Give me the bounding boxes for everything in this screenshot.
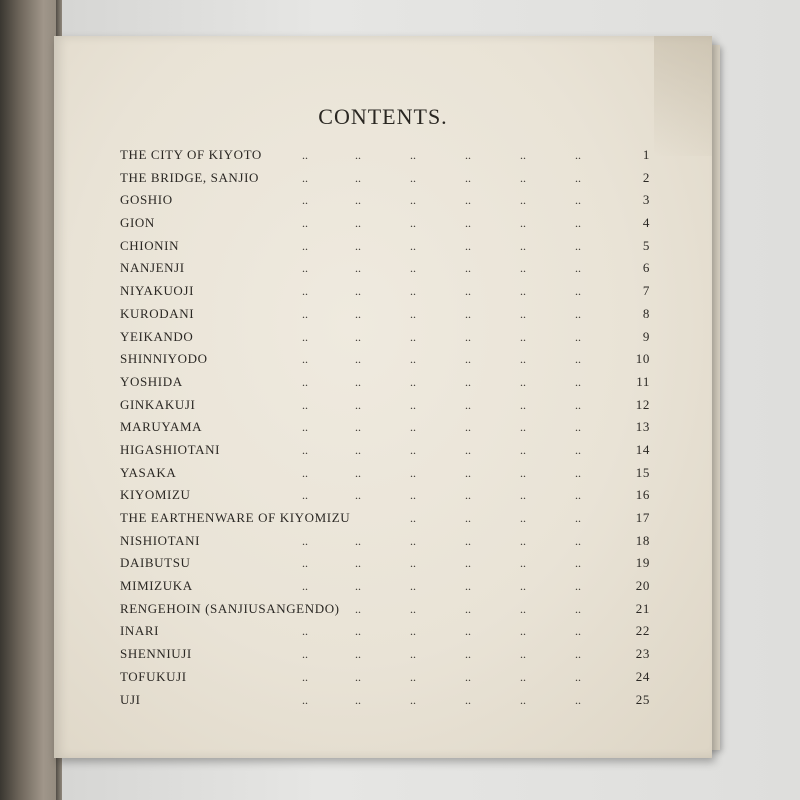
leader-dots: .. — [302, 352, 308, 367]
toc-entry-title: TOFUKUJI — [120, 668, 187, 684]
leader-dots: .. — [520, 420, 526, 435]
leader-dots: .. — [302, 216, 308, 231]
leader-dots: .. — [302, 261, 308, 276]
leader-dots: .. — [465, 374, 471, 389]
leader-dots: .. — [465, 216, 471, 231]
leader-dots: .. — [520, 306, 526, 321]
leader-dots: .. — [410, 238, 416, 253]
leader-dots: .. — [410, 306, 416, 321]
leader-dots: .. — [520, 374, 526, 389]
leader-dots: .. — [302, 533, 308, 548]
leader-dots: .. — [575, 148, 581, 162]
leader-dots: .. — [465, 579, 471, 594]
leader-dots: .. — [575, 647, 581, 662]
leader-dots: .. — [520, 261, 526, 276]
leader-dots: .. — [520, 511, 526, 525]
leader-dots: .. — [302, 692, 308, 707]
leader-dots: .. — [575, 238, 581, 253]
toc-entry-title: NIYAKUOJI — [120, 283, 195, 299]
toc-entry-title: KIYOMIZU — [120, 487, 191, 503]
leader-dots: .. — [355, 692, 361, 707]
leader-dots: .. — [302, 442, 308, 457]
toc-entry — [120, 167, 650, 190]
leader-dots: .. — [302, 397, 308, 412]
leader-dots: .. — [410, 148, 416, 162]
leader-dots: .. — [410, 669, 416, 684]
leader-dots: .. — [575, 374, 581, 389]
leader-dots: .. — [575, 397, 581, 412]
leader-dots: .. — [302, 669, 308, 684]
dot-leader — [120, 257, 614, 280]
leader-dots: .. — [520, 216, 526, 231]
toc-entry-title: DAIBUTSU — [120, 555, 191, 571]
leader-dots: .. — [465, 601, 471, 616]
leader-dots: .. — [302, 420, 308, 435]
leader-dots: .. — [520, 329, 526, 344]
toc-entry — [120, 235, 650, 258]
leader-dots: .. — [355, 465, 361, 480]
leader-dots: .. — [410, 261, 416, 276]
toc-entry-page: 6 — [642, 260, 650, 276]
leader-dots: .. — [410, 465, 416, 480]
dot-leader — [120, 484, 614, 507]
toc-entry-title: GION — [120, 215, 155, 231]
toc-entry-page: 9 — [642, 328, 650, 344]
toc-entry-title: NANJENJI — [120, 260, 185, 276]
leader-dots: .. — [410, 397, 416, 412]
toc-entry — [120, 689, 650, 712]
leader-dots: .. — [520, 238, 526, 253]
leader-dots: .. — [410, 420, 416, 435]
leader-dots: .. — [355, 352, 361, 367]
toc-entry-title: THE EARTHENWARE OF KIYOMIZU — [120, 510, 351, 525]
leader-dots: .. — [302, 306, 308, 321]
toc-entry-title: MIMIZUKA — [120, 578, 193, 594]
leader-dots: .. — [465, 170, 471, 185]
leader-dots: .. — [575, 442, 581, 457]
dot-leader — [120, 689, 614, 712]
leader-dots: .. — [575, 488, 581, 503]
dot-leader — [120, 620, 614, 643]
toc-entry-page: 19 — [635, 555, 650, 571]
dot-leader — [120, 666, 614, 689]
leader-dots: .. — [520, 193, 526, 208]
leader-dots: .. — [465, 193, 471, 208]
leader-dots: .. — [302, 329, 308, 344]
toc-entry-page: 5 — [642, 237, 650, 253]
leader-dots: .. — [355, 601, 361, 616]
leader-dots: .. — [520, 397, 526, 412]
leader-dots: .. — [355, 556, 361, 571]
book-cover — [0, 0, 62, 800]
page-tear-stain — [654, 36, 712, 156]
leader-dots: .. — [355, 170, 361, 185]
leader-dots: .. — [520, 669, 526, 684]
leader-dots: .. — [520, 692, 526, 707]
leader-dots: .. — [355, 533, 361, 548]
toc-entry — [120, 643, 650, 666]
leader-dots: .. — [410, 374, 416, 389]
toc-entry — [120, 212, 650, 235]
toc-entry-page: 4 — [642, 215, 650, 231]
contents-page — [54, 36, 712, 758]
toc-entry-title: MARUYAMA — [120, 419, 203, 435]
leader-dots: .. — [520, 170, 526, 185]
leader-dots: .. — [355, 624, 361, 639]
leader-dots: .. — [302, 284, 308, 299]
dot-leader — [120, 371, 614, 394]
leader-dots: .. — [355, 148, 361, 162]
toc-entry — [120, 666, 650, 689]
toc-entry-page: 21 — [635, 600, 650, 616]
leader-dots: .. — [575, 533, 581, 548]
leader-dots: .. — [465, 556, 471, 571]
toc-entry-title: GOSHIO — [120, 192, 173, 208]
toc-entry-page: 18 — [635, 532, 650, 548]
leader-dots: .. — [410, 556, 416, 571]
toc-entry — [120, 552, 650, 575]
toc-entry-page: 16 — [635, 487, 650, 503]
table-of-contents — [120, 144, 650, 711]
leader-dots: .. — [465, 465, 471, 480]
toc-entry — [120, 462, 650, 485]
toc-entry-page: 8 — [642, 305, 650, 321]
leader-dots: .. — [355, 284, 361, 299]
leader-dots: .. — [410, 170, 416, 185]
leader-dots: .. — [520, 556, 526, 571]
leader-dots: .. — [355, 306, 361, 321]
leader-dots: .. — [302, 624, 308, 639]
leader-dots: .. — [302, 238, 308, 253]
leader-dots: .. — [465, 238, 471, 253]
leader-dots: .. — [520, 148, 526, 162]
toc-entry — [120, 394, 650, 417]
toc-entry-page: 25 — [635, 691, 650, 707]
toc-entry-page: 15 — [635, 464, 650, 480]
toc-entry — [120, 530, 650, 553]
toc-entry-title: SHENNIUJI — [120, 646, 192, 662]
leader-dots: .. — [520, 533, 526, 548]
leader-dots: .. — [465, 261, 471, 276]
leader-dots: .. — [575, 556, 581, 571]
toc-entry — [120, 348, 650, 371]
toc-entry-title: YEIKANDO — [120, 328, 194, 344]
leader-dots: .. — [465, 488, 471, 503]
toc-entry-page: 24 — [635, 668, 650, 684]
leader-dots: .. — [410, 284, 416, 299]
leader-dots: .. — [410, 692, 416, 707]
leader-dots: .. — [355, 579, 361, 594]
page-title: CONTENTS. — [318, 104, 448, 129]
toc-entry-title: YOSHIDA — [120, 373, 183, 389]
toc-entry-page: 20 — [635, 578, 650, 594]
leader-dots: .. — [465, 442, 471, 457]
leader-dots: .. — [520, 488, 526, 503]
toc-entry-page: 1 — [642, 147, 650, 162]
toc-entry — [120, 144, 650, 167]
leader-dots: .. — [520, 624, 526, 639]
leader-dots: .. — [410, 488, 416, 503]
leader-dots: .. — [575, 420, 581, 435]
leader-dots: .. — [410, 352, 416, 367]
leader-dots: .. — [355, 647, 361, 662]
leader-dots: .. — [410, 579, 416, 594]
toc-entry — [120, 439, 650, 462]
leader-dots: .. — [465, 624, 471, 639]
toc-entry-title: YASAKA — [120, 464, 177, 480]
leader-dots: .. — [410, 511, 416, 525]
toc-entry-title: INARI — [120, 623, 160, 639]
leader-dots: .. — [575, 193, 581, 208]
leader-dots: .. — [465, 669, 471, 684]
leader-dots: .. — [410, 442, 416, 457]
dot-leader — [120, 575, 614, 598]
leader-dots: .. — [410, 647, 416, 662]
toc-entry — [120, 371, 650, 394]
leader-dots: .. — [465, 306, 471, 321]
leader-dots: .. — [355, 238, 361, 253]
toc-entry-title: CHIONIN — [120, 237, 180, 253]
leader-dots: .. — [465, 284, 471, 299]
leader-dots: .. — [575, 284, 581, 299]
toc-entry — [120, 189, 650, 212]
leader-dots: .. — [520, 579, 526, 594]
toc-entry-page: 22 — [635, 623, 650, 639]
leader-dots: .. — [520, 352, 526, 367]
leader-dots: .. — [355, 669, 361, 684]
dot-leader — [120, 280, 614, 303]
toc-entry — [120, 507, 650, 530]
dot-leader — [120, 189, 614, 212]
leader-dots: .. — [302, 488, 308, 503]
leader-dots: .. — [410, 193, 416, 208]
leader-dots: .. — [575, 511, 581, 525]
leader-dots: .. — [355, 216, 361, 231]
leader-dots: .. — [410, 329, 416, 344]
leader-dots: .. — [465, 420, 471, 435]
leader-dots: .. — [575, 306, 581, 321]
leader-dots: .. — [465, 397, 471, 412]
toc-entry-page: 2 — [642, 169, 650, 185]
toc-entry-page: 11 — [636, 373, 650, 389]
toc-entry-title: RENGEHOIN (SANJIUSANGENDO) — [120, 600, 340, 616]
toc-entry-page: 3 — [642, 192, 650, 208]
leader-dots: .. — [410, 533, 416, 548]
toc-entry — [120, 598, 650, 621]
toc-entry — [120, 416, 650, 439]
leader-dots: .. — [355, 420, 361, 435]
toc-entry-title: SHINNIYODO — [120, 351, 208, 367]
toc-entry-title: GINKAKUJI — [120, 396, 196, 412]
leader-dots: .. — [575, 261, 581, 276]
leader-dots: .. — [520, 442, 526, 457]
leader-dots: .. — [575, 624, 581, 639]
toc-entry-page: 10 — [635, 351, 650, 367]
leader-dots: .. — [355, 193, 361, 208]
leader-dots: .. — [575, 601, 581, 616]
leader-dots: .. — [302, 170, 308, 185]
dot-leader — [120, 552, 614, 575]
toc-entry-page: 13 — [635, 419, 650, 435]
toc-entry-title: THE BRIDGE, SANJIO — [120, 169, 259, 185]
leader-dots: .. — [465, 533, 471, 548]
leader-dots: .. — [302, 374, 308, 389]
leader-dots: .. — [302, 556, 308, 571]
leader-dots: .. — [575, 329, 581, 344]
leader-dots: .. — [302, 193, 308, 208]
toc-entry-page: 7 — [642, 283, 650, 299]
leader-dots: .. — [302, 579, 308, 594]
leader-dots: .. — [575, 352, 581, 367]
leader-dots: .. — [355, 397, 361, 412]
leader-dots: .. — [302, 647, 308, 662]
leader-dots: .. — [465, 148, 471, 162]
leader-dots: .. — [575, 669, 581, 684]
toc-entry — [120, 303, 650, 326]
leader-dots: .. — [520, 284, 526, 299]
leader-dots: .. — [575, 579, 581, 594]
toc-entry — [120, 257, 650, 280]
leader-dots: .. — [355, 329, 361, 344]
leader-dots: .. — [410, 216, 416, 231]
toc-entry-title: NISHIOTANI — [120, 532, 201, 548]
leader-dots: .. — [355, 442, 361, 457]
leader-dots: .. — [520, 647, 526, 662]
toc-entry-title: UJI — [120, 691, 141, 707]
leader-dots: .. — [302, 148, 308, 162]
leader-dots: .. — [465, 647, 471, 662]
leader-dots: .. — [465, 692, 471, 707]
toc-entry — [120, 280, 650, 303]
leader-dots: .. — [465, 329, 471, 344]
toc-entry — [120, 326, 650, 349]
leader-dots: .. — [520, 601, 526, 616]
leader-dots: .. — [465, 511, 471, 525]
dot-leader — [120, 462, 614, 485]
leader-dots: .. — [520, 465, 526, 480]
toc-entry-page: 23 — [635, 646, 650, 662]
leader-dots: .. — [355, 261, 361, 276]
leader-dots: .. — [575, 216, 581, 231]
leader-dots: .. — [355, 374, 361, 389]
toc-entry — [120, 575, 650, 598]
toc-entry-title: KURODANI — [120, 305, 195, 321]
leader-dots: .. — [410, 601, 416, 616]
leader-dots: .. — [465, 352, 471, 367]
toc-entry-page: 17 — [635, 510, 650, 525]
toc-entry — [120, 484, 650, 507]
leader-dots: .. — [302, 465, 308, 480]
dot-leader — [120, 235, 614, 258]
dot-leader — [120, 326, 614, 349]
toc-entry-title: THE CITY OF KIYOTO — [120, 147, 262, 162]
leader-dots: .. — [575, 692, 581, 707]
leader-dots: .. — [575, 170, 581, 185]
toc-entry-title: HIGASHIOTANI — [120, 441, 221, 457]
toc-entry-page: 12 — [635, 396, 650, 412]
leader-dots: .. — [355, 488, 361, 503]
toc-entry-page: 14 — [635, 441, 650, 457]
toc-entry — [120, 620, 650, 643]
leader-dots: .. — [575, 465, 581, 480]
leader-dots: .. — [410, 624, 416, 639]
dot-leader — [120, 643, 614, 666]
dot-leader — [120, 212, 614, 235]
